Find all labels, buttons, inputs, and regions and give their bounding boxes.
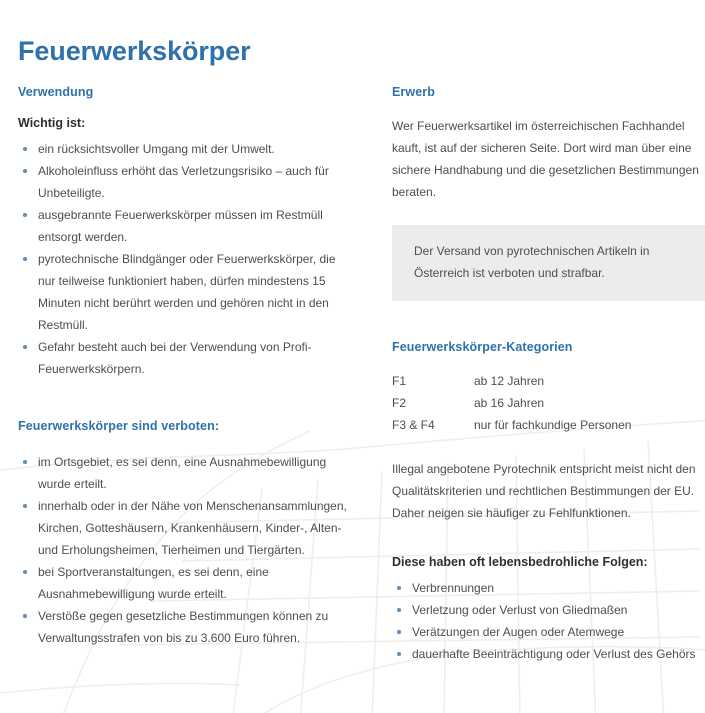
- category-code: F2: [392, 396, 407, 410]
- category-age: ab 16 Jahren: [474, 396, 545, 410]
- sub-heading-folgen: Diese haben oft lebensbedrohliche Folgen:: [392, 555, 648, 569]
- page-title: Feuerwerkskörper: [18, 36, 251, 67]
- bullet-dot-icon: [23, 213, 27, 217]
- spacer: [392, 203, 705, 225]
- right-column: [392, 84, 705, 665]
- section-heading-verboten: Feuerwerkskörper sind verboten:: [18, 419, 220, 433]
- list-item-text: Verätzungen der Augen oder Atemwege: [412, 625, 625, 639]
- list-item-text: pyrotechnische Blindgänger oder Feuerwerkskörper, die nur teilweise funktioniert haben, dürfen mindestens 15 Minuten nicht berührt werden und gehören nicht in den Restmüll.: [38, 252, 336, 332]
- section-heading-verwendung: Verwendung: [18, 85, 94, 99]
- list-item: [18, 495, 348, 561]
- table-row: [392, 414, 631, 436]
- bullet-dot-icon: [397, 608, 401, 612]
- left-column: [18, 84, 348, 649]
- list-item-text: bei Sportveranstaltungen, es sei denn, eine Ausnahmebewilligung wurde erteilt.: [38, 565, 269, 601]
- list-item-text: ein rücksichtsvoller Umgang mit der Umwelt.: [38, 142, 275, 156]
- list-item: [18, 138, 348, 160]
- callout-text: Der Versand von pyrotechnischen Artikeln in Österreich ist verboten und strafbar.: [414, 244, 650, 280]
- list-item: [18, 204, 348, 248]
- section-heading-erwerb: Erwerb: [392, 85, 435, 99]
- bullet-dot-icon: [397, 586, 401, 590]
- table-row: [392, 392, 631, 414]
- verboten-bullet-list: [18, 451, 348, 649]
- list-item-text: dauerhafte Beeinträchtigung oder Verlust des Gehörs: [412, 647, 696, 661]
- bullet-dot-icon: [23, 460, 27, 464]
- erwerb-paragraph: Wer Feuerwerksartikel im österreichischen Fachhandel kauft, ist auf der sicheren Seite. Dort wird man über eine sichere Handhabung und die gesetzlichen Bestimmungen beraten.: [392, 119, 699, 199]
- list-item: [18, 248, 348, 336]
- list-item: [392, 621, 705, 643]
- bullet-dot-icon: [23, 169, 27, 173]
- bullet-dot-icon: [23, 504, 27, 508]
- spacer: [392, 524, 705, 554]
- bullet-dot-icon: [23, 614, 27, 618]
- list-item-text: im Ortsgebiet, es sei denn, eine Ausnahmebewilligung wurde erteilt.: [38, 455, 327, 491]
- section-heading-kategorien: Feuerwerkskörper-Kategorien: [392, 340, 573, 354]
- category-age: ab 12 Jahren: [474, 374, 545, 388]
- category-age: nur für fachkundige Personen: [474, 418, 632, 432]
- list-item-text: Verletzung oder Verlust von Gliedmaßen: [412, 603, 628, 617]
- bullet-dot-icon: [397, 652, 401, 656]
- list-item-text: Verstöße gegen gesetzliche Bestimmungen können zu Verwaltungsstrafen von bis zu 3.600 Euro führen.: [38, 609, 329, 645]
- categories-table: [392, 370, 631, 436]
- list-item-text: innerhalb oder in der Nähe von Menschenansammlungen, Kirchen, Gotteshäusern, Krankenhäusern, Kinder-, Alten- und Erholungsheimen, Tierheimen und Tiergärten.: [38, 499, 347, 557]
- bullet-dot-icon: [23, 345, 27, 349]
- table-row: [392, 370, 631, 392]
- spacer: [18, 380, 348, 418]
- spacer: [392, 436, 705, 458]
- list-item-text: Alkoholeinfluss erhöht das Verletzungsrisiko – auch für Unbeteiligte.: [38, 164, 329, 200]
- bullet-dot-icon: [23, 570, 27, 574]
- category-code: F3 & F4: [392, 418, 435, 432]
- list-item: [392, 599, 705, 621]
- spacer: [392, 301, 705, 339]
- sub-heading-wichtig-ist: Wichtig ist:: [18, 116, 86, 130]
- list-item: [18, 451, 348, 495]
- list-item: [392, 577, 705, 599]
- list-item: [392, 643, 705, 665]
- verwendung-bullet-list: [18, 138, 348, 380]
- category-code: F1: [392, 374, 407, 388]
- bullet-dot-icon: [397, 630, 401, 634]
- list-item: [18, 605, 348, 649]
- list-item-text: Verbrennungen: [412, 581, 495, 595]
- list-item: [18, 561, 348, 605]
- illegal-pyrotechnik-paragraph: Illegal angebotene Pyrotechnik entspricht meist nicht den Qualitätskriterien und rechtlichen Bestimmungen der EU. Daher neigen sie häufiger zu Fehlfunktionen.: [392, 462, 696, 520]
- list-item: [18, 336, 348, 380]
- list-item: [18, 160, 348, 204]
- folgen-bullet-list: [392, 577, 705, 665]
- list-item-text: ausgebrannte Feuerwerkskörper müssen im Restmüll entsorgt werden.: [38, 208, 323, 244]
- bullet-dot-icon: [23, 147, 27, 151]
- bullet-dot-icon: [23, 257, 27, 261]
- list-item-text: Gefahr besteht auch bei der Verwendung von Profi-Feuerwerkskörpern.: [38, 340, 312, 376]
- versand-callout-box: [392, 225, 705, 301]
